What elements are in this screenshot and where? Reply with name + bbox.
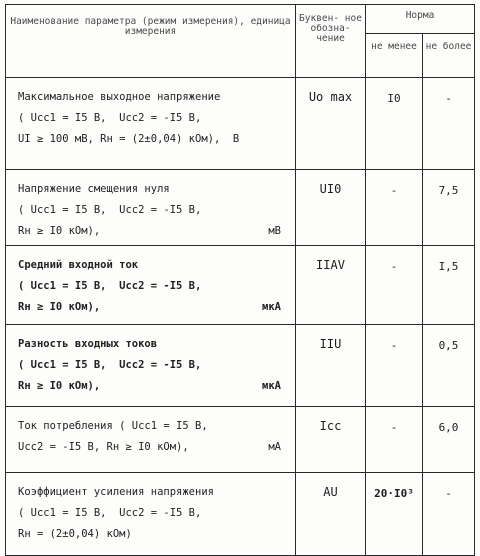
table-row xyxy=(6,78,475,170)
parameter-line-text: Ucc2 = -I5 В, Rн ≥ I0 кОм), xyxy=(18,441,189,453)
max-value-cell: I,5 xyxy=(423,246,475,325)
min-value-cell: - xyxy=(366,246,423,325)
parameter-line xyxy=(18,221,289,242)
symbol-cell: Uo max xyxy=(296,78,366,170)
parameter-line-text: Rн ≥ I0 кОм), xyxy=(18,301,101,313)
min-value-cell: I0 xyxy=(366,78,423,170)
min-value-cell: - xyxy=(366,407,423,473)
max-value-cell: 6,0 xyxy=(423,407,475,473)
parameter-line: Напряжение смещения нуля xyxy=(18,183,170,195)
parameter-cell xyxy=(6,473,296,556)
table-row xyxy=(6,407,475,473)
header-not-less: не менее xyxy=(366,34,423,78)
parameter-line: Ток потребления ( Ucc1 = I5 В, xyxy=(18,420,208,432)
max-value-cell: - xyxy=(423,473,475,556)
parameter-line-text: Rн ≥ I0 кОм), xyxy=(18,225,101,237)
symbol-cell: AU xyxy=(296,473,366,556)
header-letter-designation: Буквен- ное обозна- чение xyxy=(296,5,366,78)
table-row xyxy=(6,246,475,325)
unit-label: мА xyxy=(268,441,281,453)
symbol-cell: Icc xyxy=(296,407,366,473)
header-not-more: не более xyxy=(423,34,475,78)
parameters-table xyxy=(5,4,475,556)
header-norm: Норма xyxy=(366,5,475,34)
parameter-line xyxy=(18,437,289,458)
symbol-cell: IIU xyxy=(296,325,366,407)
parameter-line: Средний входной ток xyxy=(18,259,139,271)
parameter-cell xyxy=(6,325,296,407)
parameter-line: ( Ucc1 = I5 В, Ucc2 = -I5 В, xyxy=(18,280,202,292)
header-parameter: Наименование параметра (режим измерения), единица измерения xyxy=(6,5,296,78)
parameter-line: Коэффициент усиления напряжения xyxy=(18,486,214,498)
symbol-cell: UI0 xyxy=(296,170,366,246)
parameter-cell xyxy=(6,246,296,325)
parameter-line: ( Ucc1 = I5 В, Ucc2 = -I5 В, xyxy=(18,204,202,216)
parameter-cell xyxy=(6,170,296,246)
symbol-cell: IIAV xyxy=(296,246,366,325)
min-value-cell: - xyxy=(366,325,423,407)
parameter-line: ( Ucc1 = I5 В, Ucc2 = -I5 В, xyxy=(18,359,202,371)
unit-label: мкА xyxy=(262,380,281,392)
parameter-line: Разность входных токов xyxy=(18,338,158,350)
parameter-line xyxy=(18,376,289,397)
table-row xyxy=(6,473,475,556)
max-value-cell: - xyxy=(423,78,475,170)
max-value-cell: 7,5 xyxy=(423,170,475,246)
parameter-line: ( Ucc1 = I5 В, Ucc2 = -I5 В, xyxy=(18,507,202,519)
min-value-cell: 20·I0³ xyxy=(366,473,423,556)
parameter-line: UI ≥ 100 мВ, Rн = (2±0,04) кОм), В xyxy=(18,133,240,145)
parameter-cell xyxy=(6,407,296,473)
parameter-line-text: Rн ≥ I0 кОм), xyxy=(18,380,101,392)
table-row xyxy=(6,325,475,407)
parameter-line: ( Ucc1 = I5 В, Ucc2 = -I5 В, xyxy=(18,112,202,124)
table-row xyxy=(6,170,475,246)
parameter-cell xyxy=(6,78,296,170)
parameter-line xyxy=(18,297,289,318)
unit-label: мВ xyxy=(268,225,281,237)
parameter-line: Максимальное выходное напряжение xyxy=(18,91,221,103)
max-value-cell: 0,5 xyxy=(423,325,475,407)
unit-label: мкА xyxy=(262,301,281,313)
min-value-cell: - xyxy=(366,170,423,246)
parameter-line: Rн = (2±0,04) кОм) xyxy=(18,528,132,540)
